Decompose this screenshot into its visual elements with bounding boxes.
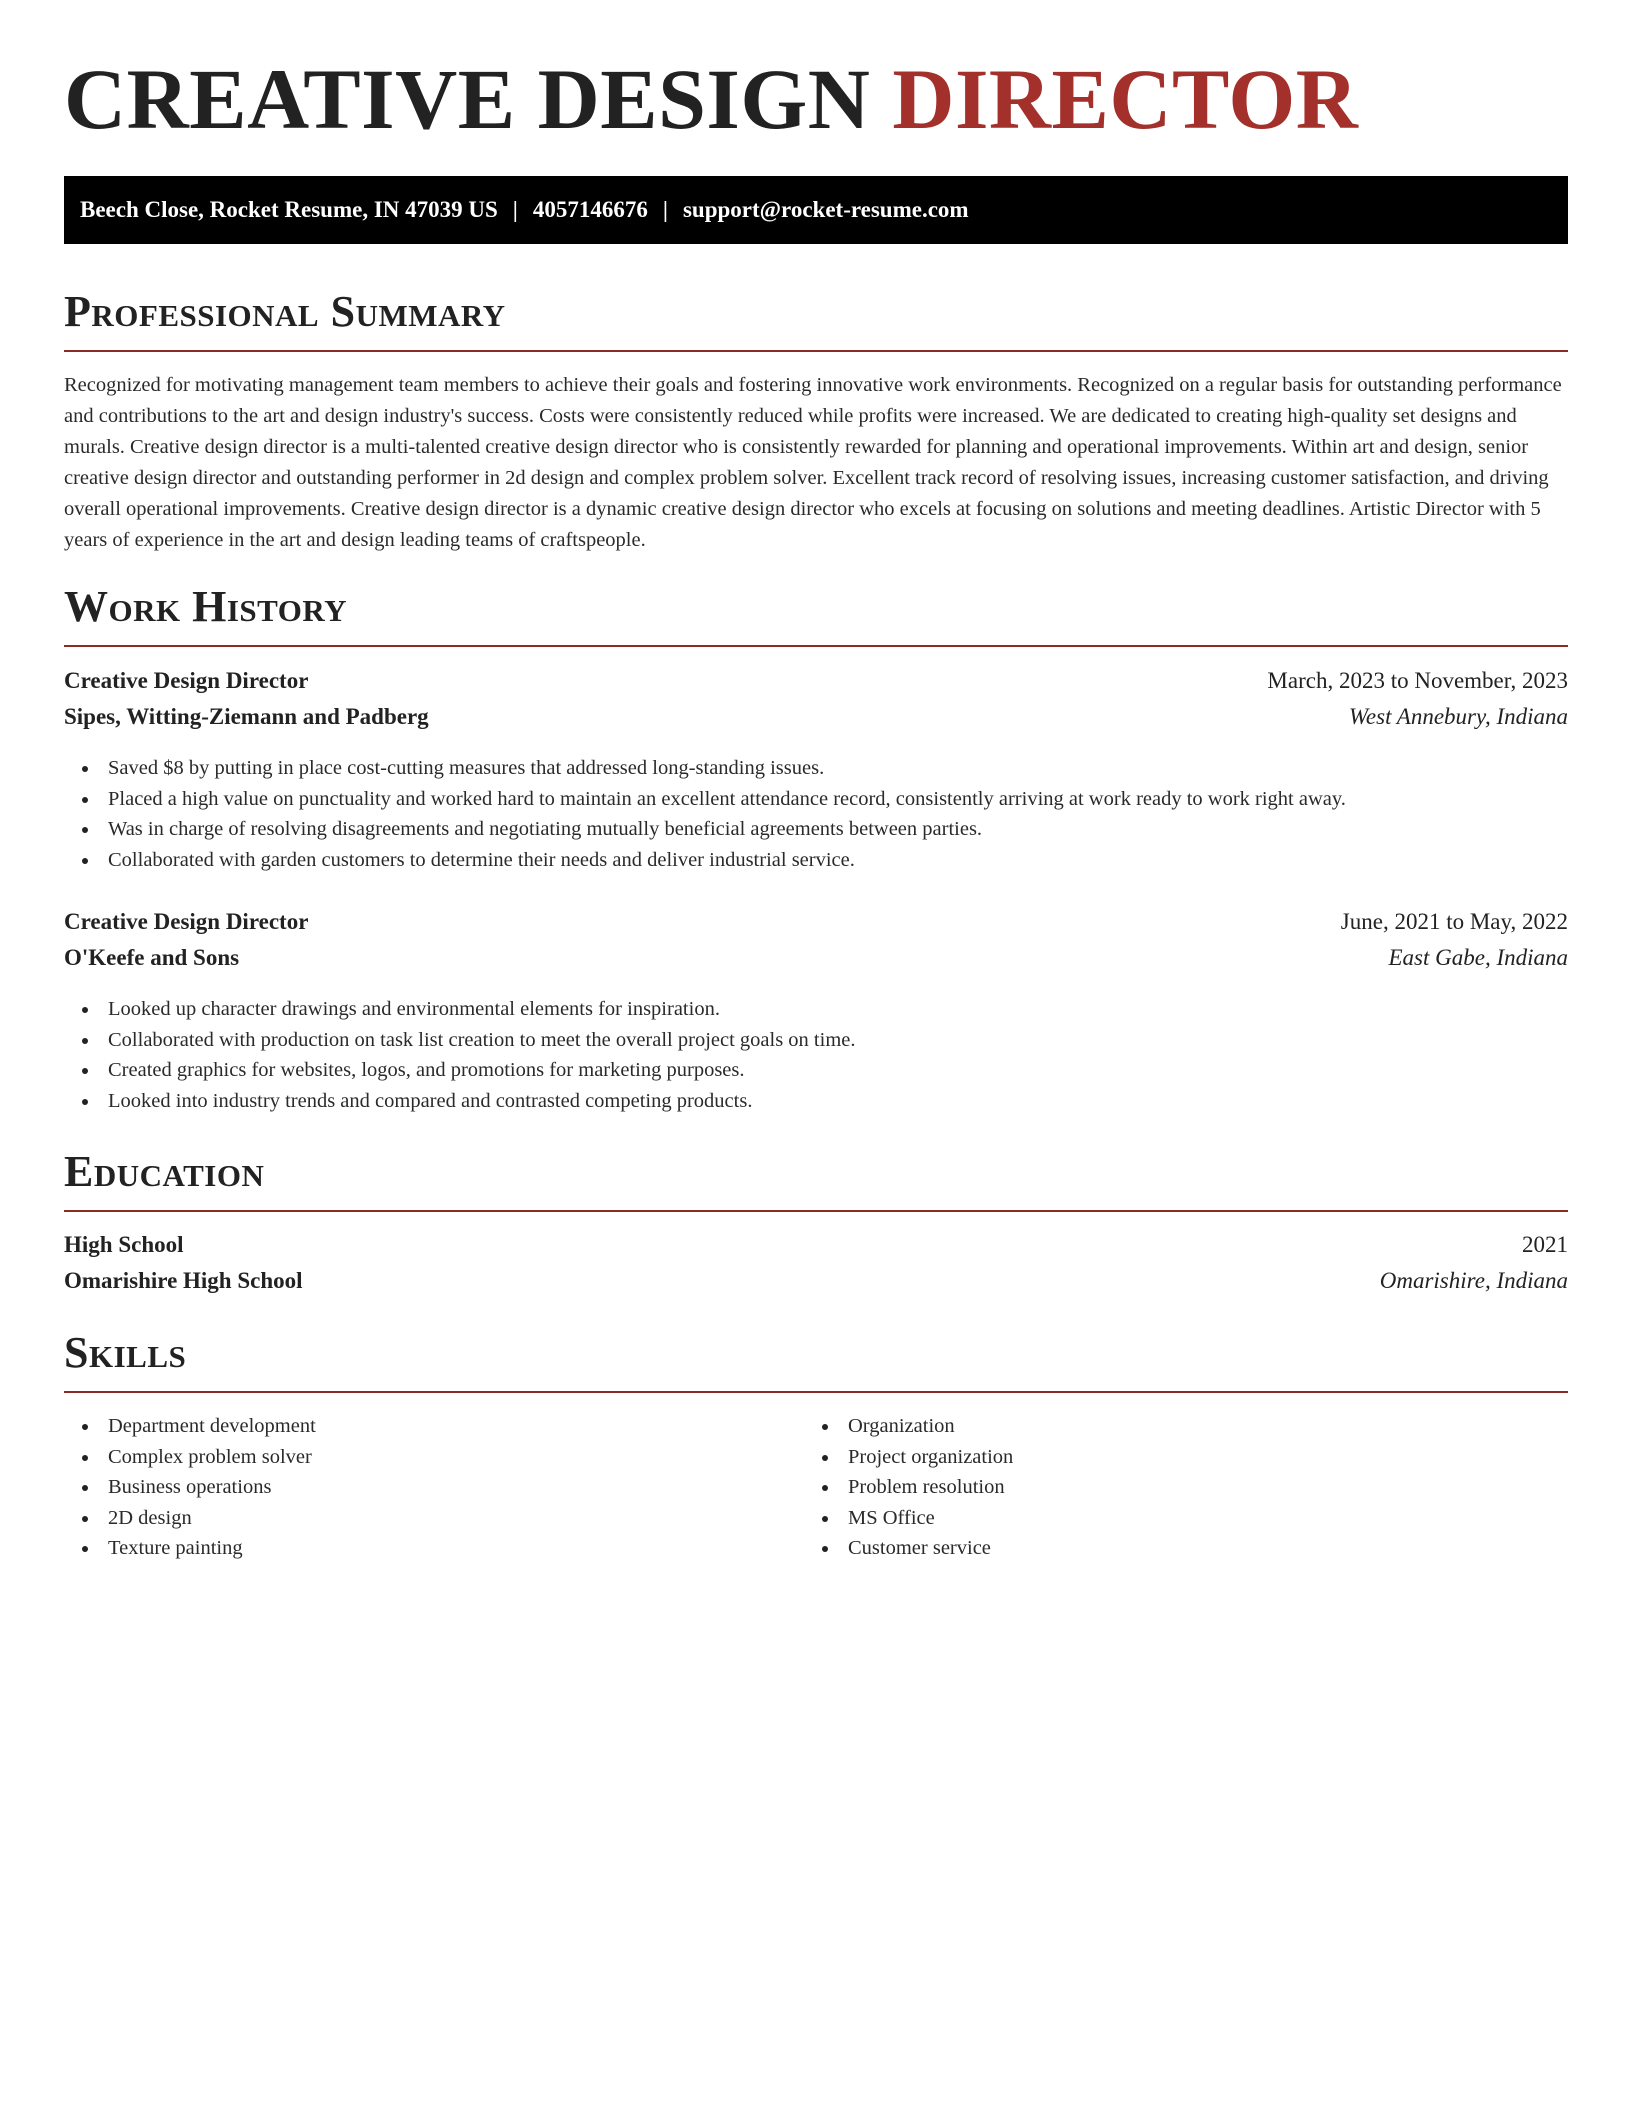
job-header-row [64,906,1568,938]
job-bullet: Looked into industry trends and compared and contrasted competing products. [64,1086,856,1117]
skill-item: Business operations [64,1472,784,1503]
skill-item: Problem resolution [804,1472,1524,1503]
job-bullet-list [64,994,856,1116]
work-section-heading [64,582,1568,647]
contact-address: Beech Close, Rocket Resume, IN 47039 US [80,197,498,222]
skills-list-right [804,1411,1524,1564]
job-bullet: Looked up character drawings and environmental elements for inspiration. [64,994,856,1025]
job-dates: March, 2023 to November, 2023 [1267,668,1568,693]
education-school: Omarishire High School [64,1268,303,1293]
title-main: CREATIVE DESIGN [64,51,871,147]
education-degree-row [64,1229,1568,1261]
summary-text: Recognized for motivating management team members to achieve their goals and fostering innovative work environments. Recognized on a regular basis for outstanding performance and contributions to the art and design industry's success. Costs were consistently reduced while profits were increased. We are dedicated to creating high-quality set designs and murals. Creative design director is a multi-talented creative design director who is consistently rewarded for planning and operational improvements. Within art and design, senior creative design director and outstanding performer in 2d design and complex problem solver. Excellent track record of resolving issues, increasing customer satisfaction, and driving overall operational improvements. Creative design director is a dynamic creative design director who excels at focusing on solutions and meeting deadlines. Artistic Director with 5 years of experience in the art and design leading teams of craftspeople. [64,374,1562,551]
job-company-row [64,942,1568,974]
summary-heading: Professional Summary [64,287,506,336]
job-bullet-list [64,753,1346,875]
job-company-row [64,701,1568,733]
contact-email: support@rocket-resume.com [682,197,969,222]
skills-heading: Skills [64,1328,187,1377]
skill-item: Project organization [804,1442,1524,1473]
contact-bar [64,176,1568,244]
skill-item: MS Office [804,1503,1524,1534]
education-heading: Education [64,1147,265,1196]
job-title: Creative Design Director [64,668,309,693]
contact-separator: | [512,197,518,222]
job-bullet: Collaborated with garden customers to determine their needs and deliver industrial service. [64,845,1346,876]
job-company: O'Keefe and Sons [64,945,240,970]
education-location: Omarishire, Indiana [1379,1268,1568,1293]
resume-title [64,51,1359,147]
skill-item: Complex problem solver [64,1442,784,1473]
contact-separator: | [662,197,668,222]
education-degree: High School [64,1232,184,1257]
job-location: East Gabe, Indiana [1388,945,1568,970]
education-section-heading [64,1147,1568,1212]
education-year: 2021 [1522,1232,1568,1257]
job-bullet: Placed a high value on punctuality and worked hard to maintain an excellent attendance record, consistently arriving at work ready to work right away. [64,784,1346,815]
skill-item: Department development [64,1411,784,1442]
job-bullet: Created graphics for websites, logos, and promotions for marketing purposes. [64,1055,856,1086]
job-title: Creative Design Director [64,909,309,934]
skills-section-heading [64,1328,1568,1393]
contact-phone: 4057146676 [532,197,648,222]
work-heading: Work History [64,582,348,631]
education-school-row [64,1265,1568,1297]
skill-item: 2D design [64,1503,784,1534]
job-company: Sipes, Witting-Ziemann and Padberg [64,704,429,729]
job-location: West Annebury, Indiana [1348,704,1568,729]
job-bullet: Was in charge of resolving disagreements and negotiating mutually beneficial agreements between parties. [64,814,1346,845]
job-header-row [64,665,1568,697]
summary-section-heading [64,287,1568,352]
skill-item: Texture painting [64,1533,784,1564]
skills-list-left [64,1411,784,1564]
skill-item: Customer service [804,1533,1524,1564]
job-bullet: Saved $8 by putting in place cost-cutting measures that addressed long-standing issues. [64,753,1346,784]
job-bullet: Collaborated with production on task list creation to meet the overall project goals on time. [64,1025,856,1056]
title-accent: DIRECTOR [892,51,1359,147]
skill-item: Organization [804,1411,1524,1442]
job-dates: June, 2021 to May, 2022 [1340,909,1568,934]
